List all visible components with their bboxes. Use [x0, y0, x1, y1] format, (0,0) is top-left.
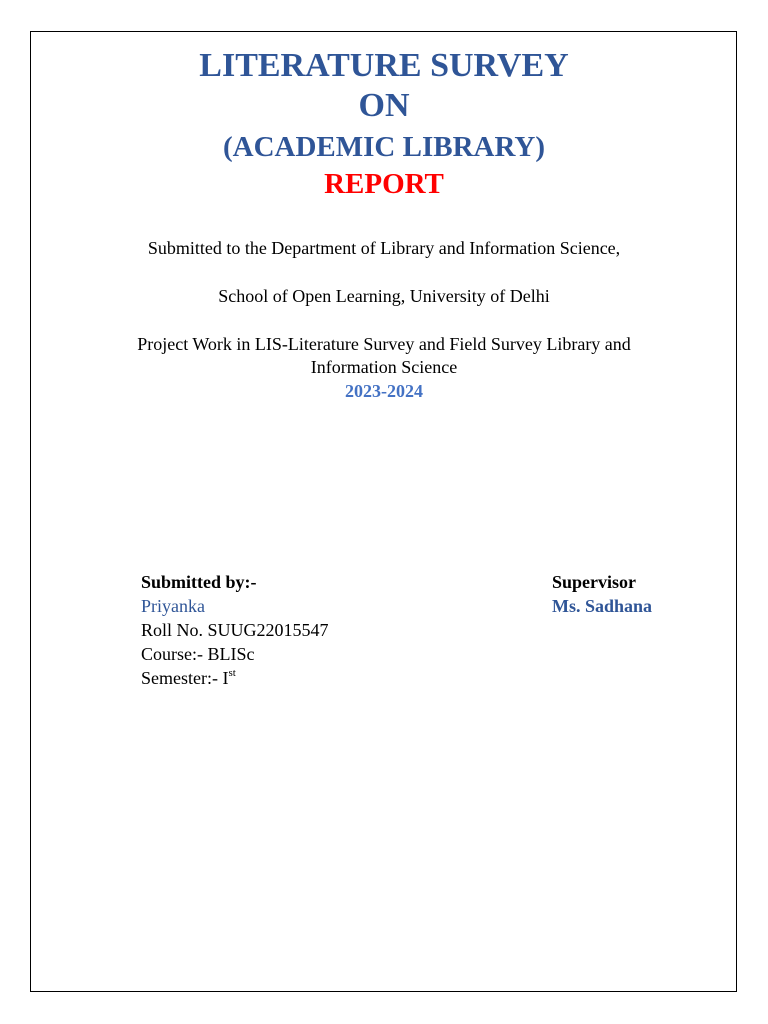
- academic-year: 2023-2024: [345, 381, 423, 401]
- semester: [141, 666, 329, 690]
- semester-text: Semester:- I: [141, 668, 229, 688]
- supervisor-block: [552, 570, 652, 618]
- department-line: Submitted to the Department of Library and Information Science,: [147, 238, 621, 258]
- project-line-1: Project Work in LIS-Literature Survey and Field Survey Library and: [137, 334, 631, 354]
- course: Course:- BLISc: [141, 644, 255, 664]
- supervisor-heading: Supervisor: [552, 572, 637, 592]
- student-name: Priyanka: [141, 596, 205, 616]
- project-line-2: Information Science: [310, 357, 458, 377]
- submitted-by-heading: Submitted by:-: [141, 572, 257, 592]
- report-label: REPORT: [324, 168, 444, 200]
- subtitle: (ACADEMIC LIBRARY): [222, 131, 545, 163]
- supervisor-name: Ms. Sadhana: [552, 596, 653, 616]
- school-line: School of Open Learning, University of Delhi: [218, 286, 550, 306]
- semester-superscript: st: [228, 667, 236, 679]
- roll-number: Roll No. SUUG22015547: [141, 620, 329, 640]
- submitted-by-block: [141, 570, 329, 690]
- title-line-2: ON: [358, 87, 410, 124]
- title-line-1: LITERATURE SURVEY: [199, 47, 569, 84]
